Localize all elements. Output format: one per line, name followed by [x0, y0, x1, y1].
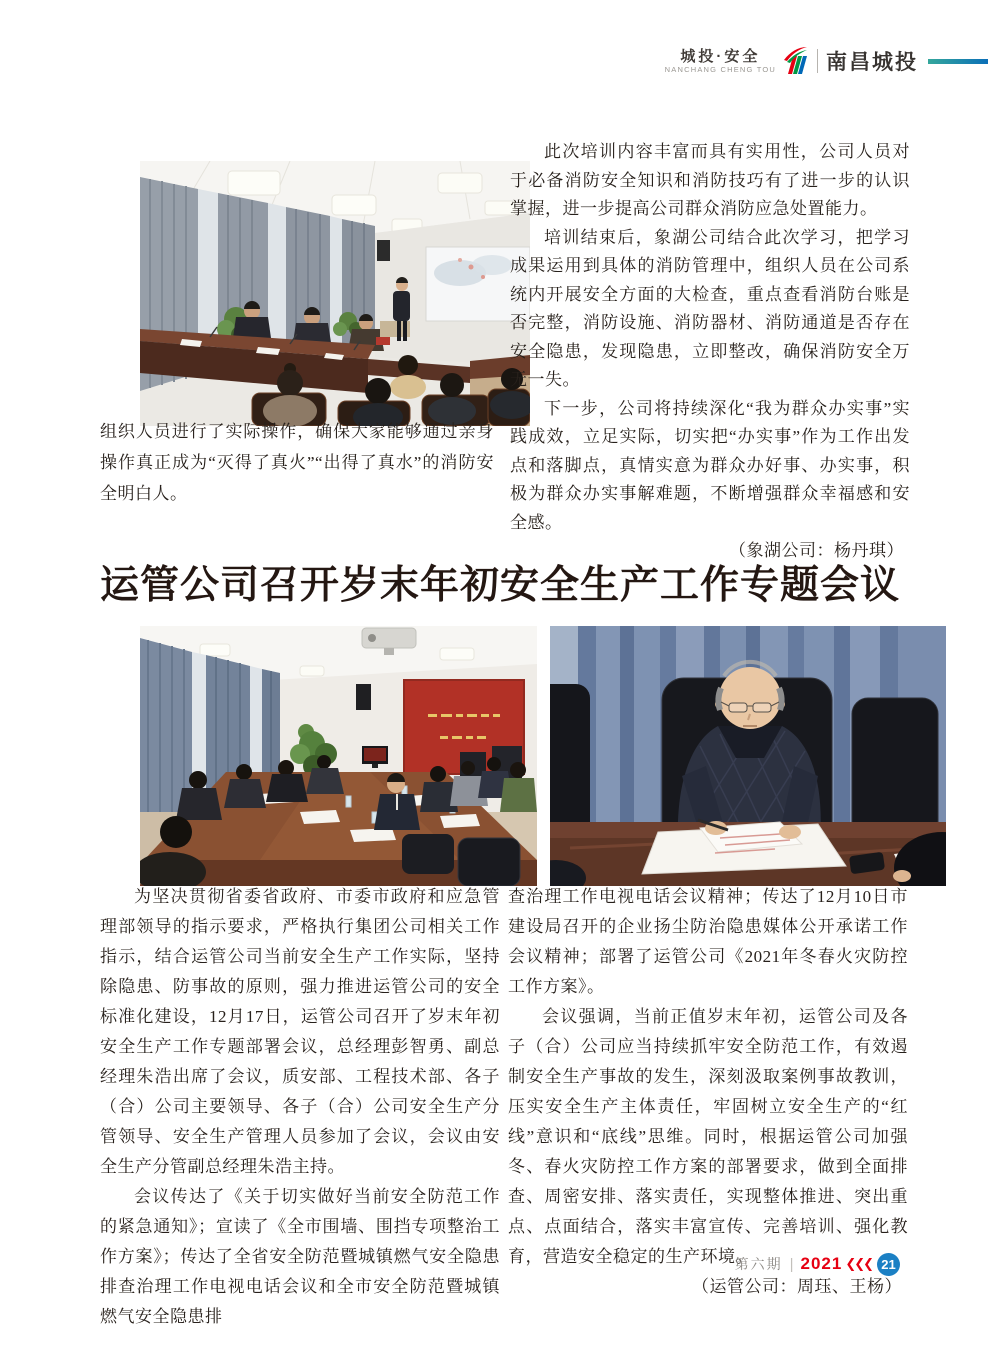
citytou-swoosh-logo-icon — [782, 46, 808, 76]
article-byline: （运管公司：周珏、王杨） — [692, 1277, 902, 1296]
brand-block — [665, 48, 776, 74]
paragraph: 为坚决贯彻省委省政府、市委市政府和应急管理部领导的指示要求，严格执行集团公司相关工作指示，结合运管公司当前安全生产工作实际，坚持除隐患、防事故的原则，强力推进运管公司的安全标准化建设，12月17日，运管公司召开了岁末年初安全生产工作专题部署会议，总经理彭智勇、副总经理朱浩出席了会议，质安部、工程技术部、各子（合）公司主要领导、各子（合）公司安全生产分管领导、安全生产管理人员参加了会议，会议由安全生产分管副总经理朱浩主持。 — [100, 887, 500, 1176]
article-fire-training-column — [510, 138, 910, 566]
article-meeting-right-column — [508, 882, 908, 1302]
page-footer — [735, 1252, 900, 1276]
wall-speaker — [377, 240, 390, 261]
paragraph: 会议强调，当前正值岁末年初，运管公司及各子（合）公司应当持续抓牢安全防范工作，有效遏制安全生产事故的发生，深刻汲取案例事故教训，压实安全生产主体责任，牢固树立安全生产的“红线”意识和“底线”思维。同时，根据运管公司加强冬、春火灾防控工作方案的部署要求，做到全面排查、周密安排、落实责任，实现整体推进、突出重点、点面结合，落实丰富宣传、完善培训、强化教育，营造安全稳定的生产环境。 — [508, 1007, 908, 1266]
paragraph: 会议传达了《关于切实做好当前安全防范工作的紧急通知》；宣读了《全市围墙、围挡专项整治工作方案》；传达了全省安全防范暨城镇燃气安全隐患排查治理工作电视电话会议和全市安全防范暨城镇燃气安全隐患排 — [100, 1187, 500, 1326]
brand-subtitle: NANCHANG CHENG TOU — [664, 65, 776, 74]
photo-caption — [100, 416, 494, 509]
header-divider — [817, 49, 818, 73]
paragraph: 此次培训内容丰富而具有实用性，公司人员对于必备消防安全知识和消防技巧有了进一步的认识掌握，进一步提高公司群众消防应急处置能力。 — [510, 142, 910, 218]
brand-title: 城投·安全 — [680, 48, 761, 65]
article-meeting-left-column — [100, 882, 500, 1332]
paragraph: 培训结束后，象湖公司结合此次学习，把学习成果运用到具体的消防管理中，组织人员在公司系统内开展安全方面的大检查，重点查看消防台账是否完整，消防设施、消防器材、消防通道是否存在安全隐患，发现隐患，立即整改，确保消防安全万无一失。 — [510, 227, 910, 389]
header-gradient-rule — [928, 59, 988, 64]
caption-text: 组织人员进行了实际操作，确保大家能够通过亲身操作真正成为“灭得了真火”“出得了真水”的消防安全明白人。 — [100, 422, 494, 503]
chevrons-left-icon: ❮❮❮ — [845, 1256, 872, 1272]
page-number-badge: 21 — [877, 1253, 900, 1276]
page-header — [0, 46, 1000, 86]
photo-meeting-room — [140, 626, 537, 886]
footer-year: 2021 — [800, 1254, 843, 1273]
wall-speaker — [356, 684, 371, 710]
photo-leader-reading — [550, 626, 946, 886]
paragraph: 下一步，公司将持续深化“我为群众办实事”实践成效，立足实际，切实把“办实事”作为工作出发点和落脚点，真情实意为群众办好事、办实事，积极为群众办实事解难题，不断增强群众幸福感和安全感。 — [510, 398, 910, 532]
footer-divider: | — [789, 1255, 794, 1273]
paragraph-continuation: 查治理工作电视电话会议精神；传达了12月10日市建设局召开的企业扬尘防治隐患媒体公开承诺工作会议精神；部署了运管公司《2021年冬春火灾防控工作方案》。 — [508, 887, 908, 996]
issue-label: 第六期 — [734, 1256, 783, 1272]
article-headline: 运管公司召开岁末年初安全生产工作专题会议 — [99, 564, 900, 608]
masthead-title: 南昌城投 — [826, 51, 918, 74]
photo-fire-training-meeting — [140, 161, 530, 426]
article-byline: （象湖公司：杨丹琪） — [729, 541, 904, 560]
